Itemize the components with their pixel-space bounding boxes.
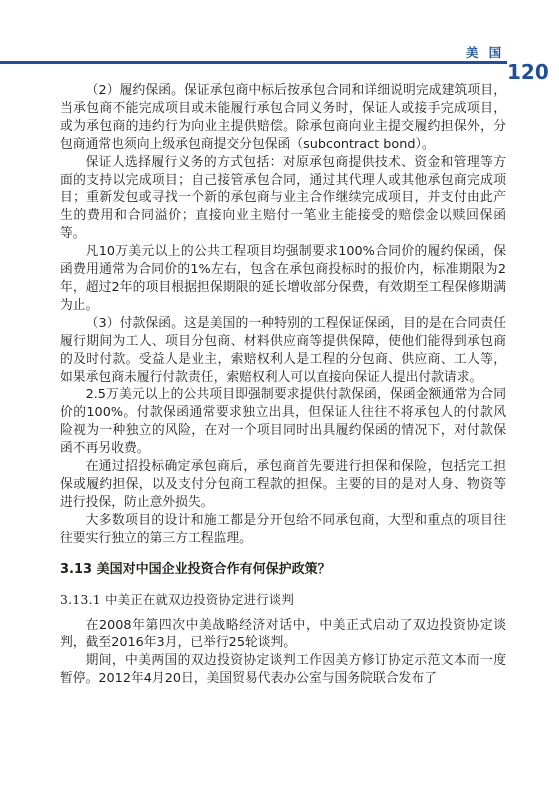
header-rule <box>0 61 507 64</box>
paragraph-bit-negotiation: 在2008年第四次中美战略经济对话中，中美正式启动了双边投资协定谈判，截至2016年3月，已举行25轮谈判。 <box>60 617 506 651</box>
subsection-heading: 3.13.1 中美正在就双边投资协定进行谈判 <box>60 592 295 607</box>
running-header-country: 美 国 <box>465 45 505 60</box>
paragraph-performance-bond: （2）履约保函。保证承包商中标后按承包合同和详细说明完成建筑项目，当承包商不能完成项目或未能履行承包合同义务时，保证人或接手完成项目，或为承包商的违约行为向业主提供赔偿。除承包商向业主提交履约担保外，分包商通常也须向上级承包商提交分包保函（subcontract bond）。 <box>60 83 506 152</box>
paragraph-insurance: 在通过招投标确定承包商后，承包商首先要进行担保和保险，包括完工担保或履约担保，以及支付分包商工程款的担保。主要的目的是对人身、物资等进行投保，防止意外损失。 <box>60 459 506 510</box>
paragraph-payment-bond: （3）付款保函。这是美国的一种特别的工程保证保函，目的是在合同责任履行期间为工人、项目分包商、材料供应商等提供保障，使他们能得到承包商的及时付款。受益人是业主，索赔权利人是工程的分包商、供应商、工人等，如果承包商未履行付款责任，索赔权利人可以直接向保证人提出付款请求。 <box>60 315 506 385</box>
paragraph-supervision: 大多数项目的设计和施工都是分开包给不同承包商，大型和重点的项目往往要实行独立的第三方工程监理。 <box>60 512 506 546</box>
page-number: 120 <box>507 60 549 84</box>
paragraph-public-project-bond: 凡10万美元以上的公共工程项目均强制要求100%合同价的履约保函，保函费用通常为合同价的1%左右，包含在承包商投标时的报价内，标准期限为2年，超过2年的项目根据担保期限的延长增收部分保费，有效期至工程保修期满为止。 <box>60 244 506 313</box>
paragraph-surety-obligations: 保证人选择履行义务的方式包括：对原承包商提供技术、资金和管理等方面的支持以完成项目；自己接管承包合同，通过其代理人或其他承包商完成项目；重新发包或寻找一个新的承包商与业主合作继续完成项目，并支付由此产生的费用和合同溢价；直接向业主赔付一笔业主能接受的赔偿金以赎回保函等。 <box>60 154 506 242</box>
section-heading: 3.13 美国对中国企业投资合作有何保护政策？ <box>60 561 331 577</box>
paragraph-bit-pause: 期间，中美两国的双边投资协定谈判工作因美方修订协定示范文本而一度暂停。2012年4月20日，美国贸易代表办公室与国务院联合发布了 <box>60 653 506 687</box>
page-body <box>60 82 506 688</box>
paragraph-payment-bond-amount: 2.5万美元以上的公共项目即强制要求提供付款保函，保函金额通常为合同价的100%。付款保函通常要求独立出具，但保证人往往不将承包人的付款风险视为一种独立的风险，在对一个项目同时出具履约保函的情况下，对付款保函不再另收费。 <box>60 387 506 457</box>
